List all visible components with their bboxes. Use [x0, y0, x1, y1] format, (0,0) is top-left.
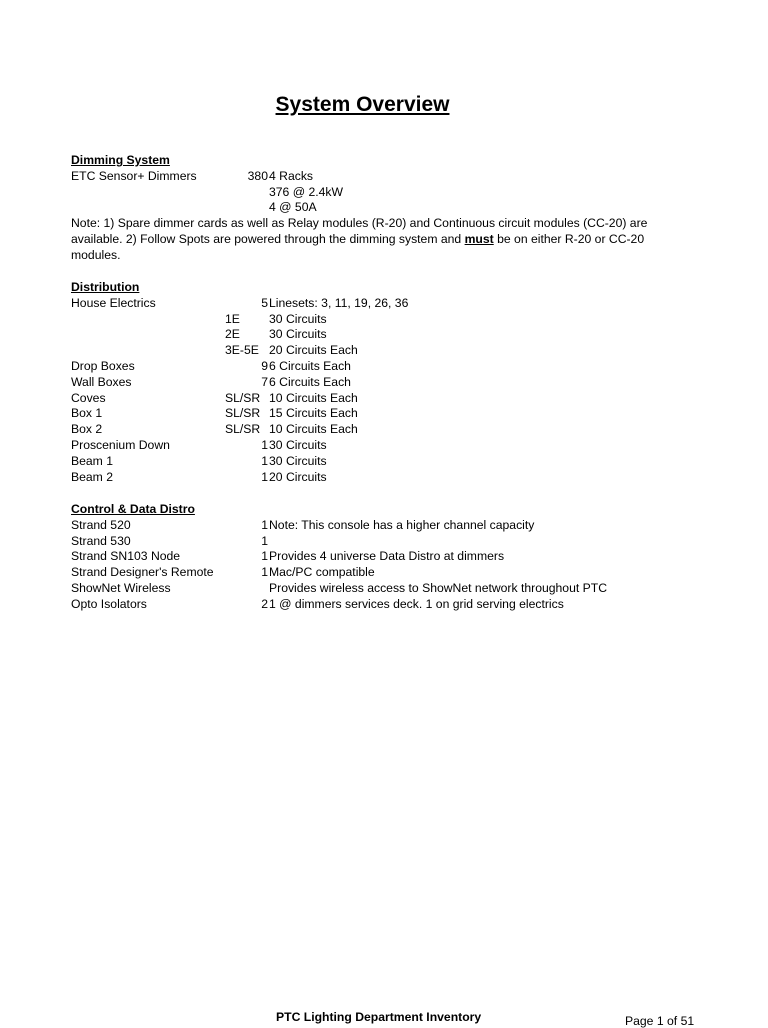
row-label: Proscenium Down: [71, 437, 170, 452]
row-description: Note: This console has a higher channel capacity: [269, 517, 535, 532]
section-heading-distribution: Distribution: [71, 280, 140, 294]
row-description: Mac/PC compatible: [269, 565, 375, 580]
row-description: 4 Racks: [269, 168, 314, 183]
table-row: [71, 422, 691, 438]
row-label: Box 1: [71, 406, 103, 421]
row-description: 20 Circuits: [269, 469, 327, 484]
row-label: ETC Sensor+ Dimmers: [71, 168, 197, 183]
row-label: Beam 1: [71, 453, 114, 468]
row-quantity: 380: [247, 168, 268, 183]
row-description: 376 @ 2.4kW: [269, 184, 344, 199]
row-description: 10 Circuits Each: [269, 422, 358, 437]
table-row: [71, 343, 691, 359]
table-row: [71, 438, 691, 454]
table-row: [71, 406, 691, 422]
table-row: [71, 185, 691, 201]
row-label: Drop Boxes: [71, 358, 135, 373]
row-label: ShowNet Wireless: [71, 580, 171, 595]
row-label: Strand 520: [71, 517, 131, 532]
row-description: 6 Circuits Each: [269, 358, 351, 373]
row-description: 15 Circuits Each: [269, 406, 358, 421]
section-heading-dimming: Dimming System: [71, 153, 170, 167]
row-location: SL/SR: [225, 390, 261, 405]
row-label: Opto Isolators: [71, 596, 147, 611]
row-label: Strand Designer's Remote: [71, 565, 214, 580]
row-location: SL/SR: [225, 422, 261, 437]
note-emphasis: must: [464, 231, 494, 246]
row-description: 30 Circuits: [269, 437, 327, 452]
row-quantity: 1: [261, 517, 268, 532]
table-row: [71, 391, 691, 407]
distribution-section: [71, 280, 691, 485]
table-row: [71, 518, 691, 534]
note-text-start: Note: 1) Spare dimmer cards as well as Relay modules (R-20) and Continuous circuit modules (CC-20) are available. 2) Follow Spots are powered through the dimming system and: [71, 216, 648, 246]
row-quantity: 5: [261, 295, 268, 310]
row-quantity: 9: [261, 358, 268, 373]
row-description: 20 Circuits Each: [269, 343, 358, 358]
row-location: 2E: [225, 327, 240, 342]
table-row: [71, 534, 691, 550]
row-label: Coves: [71, 390, 106, 405]
row-quantity: 1: [261, 549, 268, 564]
row-label: House Electrics: [71, 295, 156, 310]
control-section: [71, 502, 691, 613]
table-row: [71, 581, 691, 597]
table-row: [71, 597, 691, 613]
table-row: [71, 359, 691, 375]
section-heading-control: Control & Data Distro: [71, 502, 195, 516]
row-quantity: 1: [261, 565, 268, 580]
row-quantity: 7: [261, 374, 268, 389]
row-description: 1 @ dimmers services deck. 1 on grid serving electrics: [269, 596, 564, 611]
row-label: Strand 530: [71, 533, 131, 548]
row-location: 1E: [225, 311, 240, 326]
row-description: 4 @ 50A: [269, 200, 317, 215]
table-row: [71, 470, 691, 486]
row-label: Box 2: [71, 422, 103, 437]
row-quantity: 1: [261, 533, 268, 548]
row-description: Provides wireless access to ShowNet network throughout PTC: [269, 580, 608, 595]
note-text-end: be on either R-20 or CC-20 modules.: [71, 231, 645, 262]
table-row: [71, 454, 691, 470]
table-row: [71, 565, 691, 581]
row-quantity: 1: [261, 469, 268, 484]
row-location: 3E-5E: [225, 343, 259, 358]
row-label: Wall Boxes: [71, 374, 132, 389]
footer-title: PTC Lighting Department Inventory: [276, 1010, 482, 1024]
row-description: 10 Circuits Each: [269, 390, 358, 405]
row-description: Provides 4 universe Data Distro at dimmers: [269, 549, 505, 564]
row-description: 30 Circuits: [269, 327, 327, 342]
table-row: [71, 549, 691, 565]
page-footer: [0, 1010, 768, 1028]
table-row: [71, 312, 691, 328]
dimming-note: [71, 216, 661, 263]
row-label: Strand SN103 Node: [71, 549, 181, 564]
table-row: [71, 375, 691, 391]
row-description: 30 Circuits: [269, 311, 327, 326]
table-row: [71, 296, 691, 312]
page-number: Page 1 of 51: [625, 1014, 695, 1028]
row-quantity: 1: [261, 437, 268, 452]
row-quantity: 2: [261, 596, 268, 611]
table-row: [71, 327, 691, 343]
table-row: [71, 200, 691, 216]
row-quantity: 1: [261, 453, 268, 468]
row-description: 6 Circuits Each: [269, 374, 351, 389]
row-description: 30 Circuits: [269, 453, 327, 468]
table-row: [71, 169, 691, 185]
page-title: System Overview: [275, 93, 450, 116]
row-label: Beam 2: [71, 469, 114, 484]
row-location: SL/SR: [225, 406, 261, 421]
row-description: Linesets: 3, 11, 19, 26, 36: [269, 295, 409, 310]
dimming-section: [71, 153, 691, 264]
